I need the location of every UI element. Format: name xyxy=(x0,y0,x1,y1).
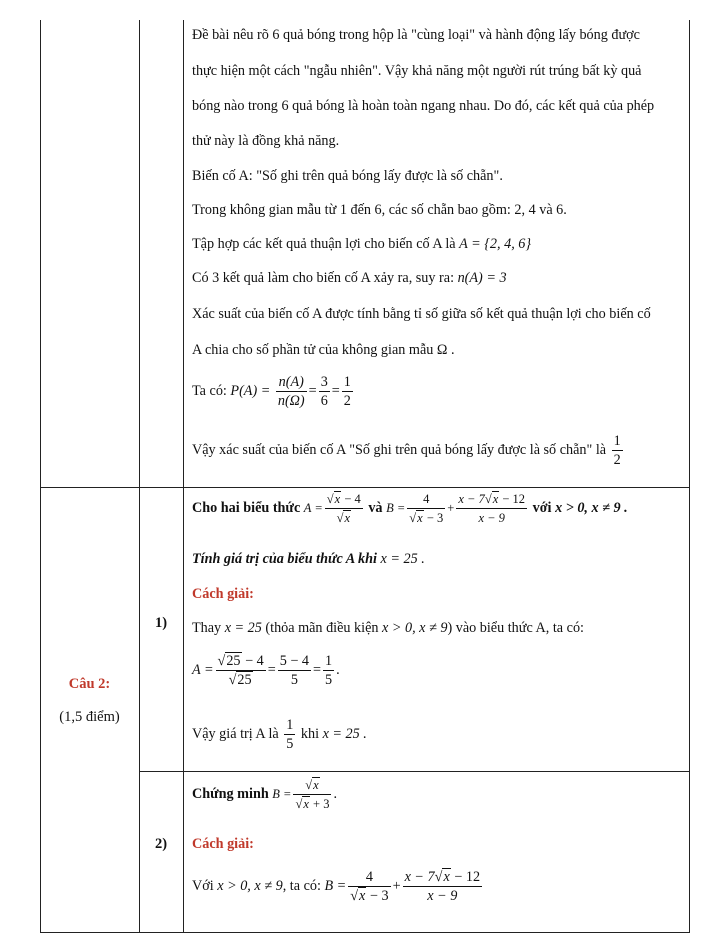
table-border-left xyxy=(40,20,41,933)
ta-co-label: Ta có: xyxy=(192,382,227,399)
part-1-method-label: Cách giải: xyxy=(192,586,254,602)
part-2-equation: Với x > 0, x ≠ 9, ta có: B = $\frac{4}{√x - 3}$ + $\frac{x - 7√x - 12}{x - 9}$ xyxy=(192,869,481,904)
calc-fraction-5-4-over-5: $\frac{5 - 4}{5}$ xyxy=(279,653,310,688)
table-border-bottom xyxy=(40,932,690,933)
prob-definition-line2: A chia cho số phần tử của không gian mẫu Ω . xyxy=(192,342,455,358)
part-2-number: 2) xyxy=(154,836,168,852)
calc-fraction-sqrt25: $\frac{√25 - 4}{√25}$ xyxy=(217,653,264,688)
para1-line1: Đề bài nêu rõ 6 quả bóng trong hộp là "cùng loại" và hành động lấy bóng được xyxy=(192,27,640,43)
table-border-col3 xyxy=(183,20,184,933)
part-1-number: 1) xyxy=(154,615,168,631)
conclusion-text: Vậy xác suất của biến cố A "Số ghi trên quả bóng lấy được là số chẵn" là xyxy=(192,441,607,458)
count-line xyxy=(192,270,507,287)
count-math: n(A) = 3 xyxy=(457,270,507,286)
table-row-divider-1 xyxy=(40,487,690,488)
count-text: Có 3 kết quả làm cho biến cố A xảy ra, suy ra: xyxy=(192,270,455,286)
conclusion-fraction: $\frac{1}{2}$ xyxy=(613,433,621,468)
part-1-task: Tính giá trị của biểu thức A khi x = 25 . xyxy=(192,551,425,567)
fraction-1-2: $\frac{1}{2}$ xyxy=(343,374,351,409)
prob-definition-line1: Xác suất của biến cố A được tính bằng tỉ số giữa số kết quả thuận lợi cho biến cố xyxy=(192,306,651,322)
probability-formula: Ta có: P(A) = $\frac{n(A)}{n(\Omega)}$ = $\frac{3}{6}$ = $\frac{1}{2}$ xyxy=(192,374,351,409)
task-fraction-b: $\frac{√x}{√x + 3}$ xyxy=(295,778,330,811)
part-2-method-label: Cách giải: xyxy=(192,836,254,852)
event-a-definition: Biến cố A: "Số ghi trên quả bóng lấy được là số chẵn". xyxy=(192,168,503,184)
eq-fraction-2: $\frac{x - 7√x - 12}{x - 9}$ xyxy=(404,869,481,904)
expression-b-fraction-2: $\frac{x - 7√x - 12}{x - 9}$ xyxy=(458,492,526,525)
part-2-task: Chứng minh B = $\frac{√x}{√x + 3}$ . xyxy=(192,778,338,811)
para1-line3: bóng nào trong 6 quả bóng là hoàn toàn ngang nhau. Do đó, các kết quả của phép xyxy=(192,98,655,114)
expression-b-fraction-1: $\frac{4}{√x - 3}$ xyxy=(409,492,444,525)
fraction-3-6: $\frac{3}{6}$ xyxy=(320,374,328,409)
prob-lhs: P(A) = xyxy=(230,382,271,399)
calc-fraction-1-5: $\frac{1}{5}$ xyxy=(325,653,333,688)
condition-text: x > 0, x ≠ 9 . xyxy=(555,499,628,516)
even-numbers-text: Trong không gian mẫu từ 1 đến 6, các số chẵn bao gồm: 2, 4 và 6. xyxy=(192,202,567,218)
part-1-result: Vậy giá trị A là $\frac{1}{5}$ khi x = 25 . xyxy=(192,717,367,752)
question-2-points: (1,5 điểm) xyxy=(59,709,120,725)
favorable-set-text: Tập hợp các kết quả thuận lợi cho biến cố A là xyxy=(192,236,456,252)
favorable-set-math: A = {2, 4, 6} xyxy=(459,236,532,252)
eq-fraction-1: $\frac{4}{√x - 3}$ xyxy=(350,869,389,904)
table-border-col2 xyxy=(139,20,140,933)
fraction-nA-nOmega: $\frac{n(A)}{n(\Omega)}$ xyxy=(277,374,305,409)
part-1-calculation: A = $\frac{√25 - 4}{√25}$ = $\frac{5 - 4}{5}$ = $\frac{1}{5}$ . xyxy=(192,653,340,688)
table-border-right xyxy=(689,20,690,933)
question-2-label: Câu 2: xyxy=(68,676,111,692)
probability-conclusion xyxy=(192,432,625,469)
question-2-intro: Cho hai biểu thức A = $\frac{√x - 4}{√x}$ và B = $\frac{4}{√x - 3}$ + $\frac{x - 7√x - 12}{x - 9}$ với x > 0, x ≠ 9 . xyxy=(192,492,628,525)
result-fraction-1-5: $\frac{1}{5}$ xyxy=(286,717,294,752)
para1-line4: thử này là đồng khả năng. xyxy=(192,133,340,149)
para1-line2: thực hiện một cách "ngẫu nhiên". Vậy khả năng một người rút trúng bất kỳ quả xyxy=(192,63,642,79)
favorable-set-line xyxy=(192,236,531,253)
expression-a: $\frac{√x - 4}{√x}$ xyxy=(326,492,361,525)
table-row-divider-2 xyxy=(139,771,690,772)
part-1-substitution: Thay x = 25 (thỏa mãn điều kiện x > 0, x ≠ 9) vào biểu thức A, ta có: xyxy=(192,620,584,636)
